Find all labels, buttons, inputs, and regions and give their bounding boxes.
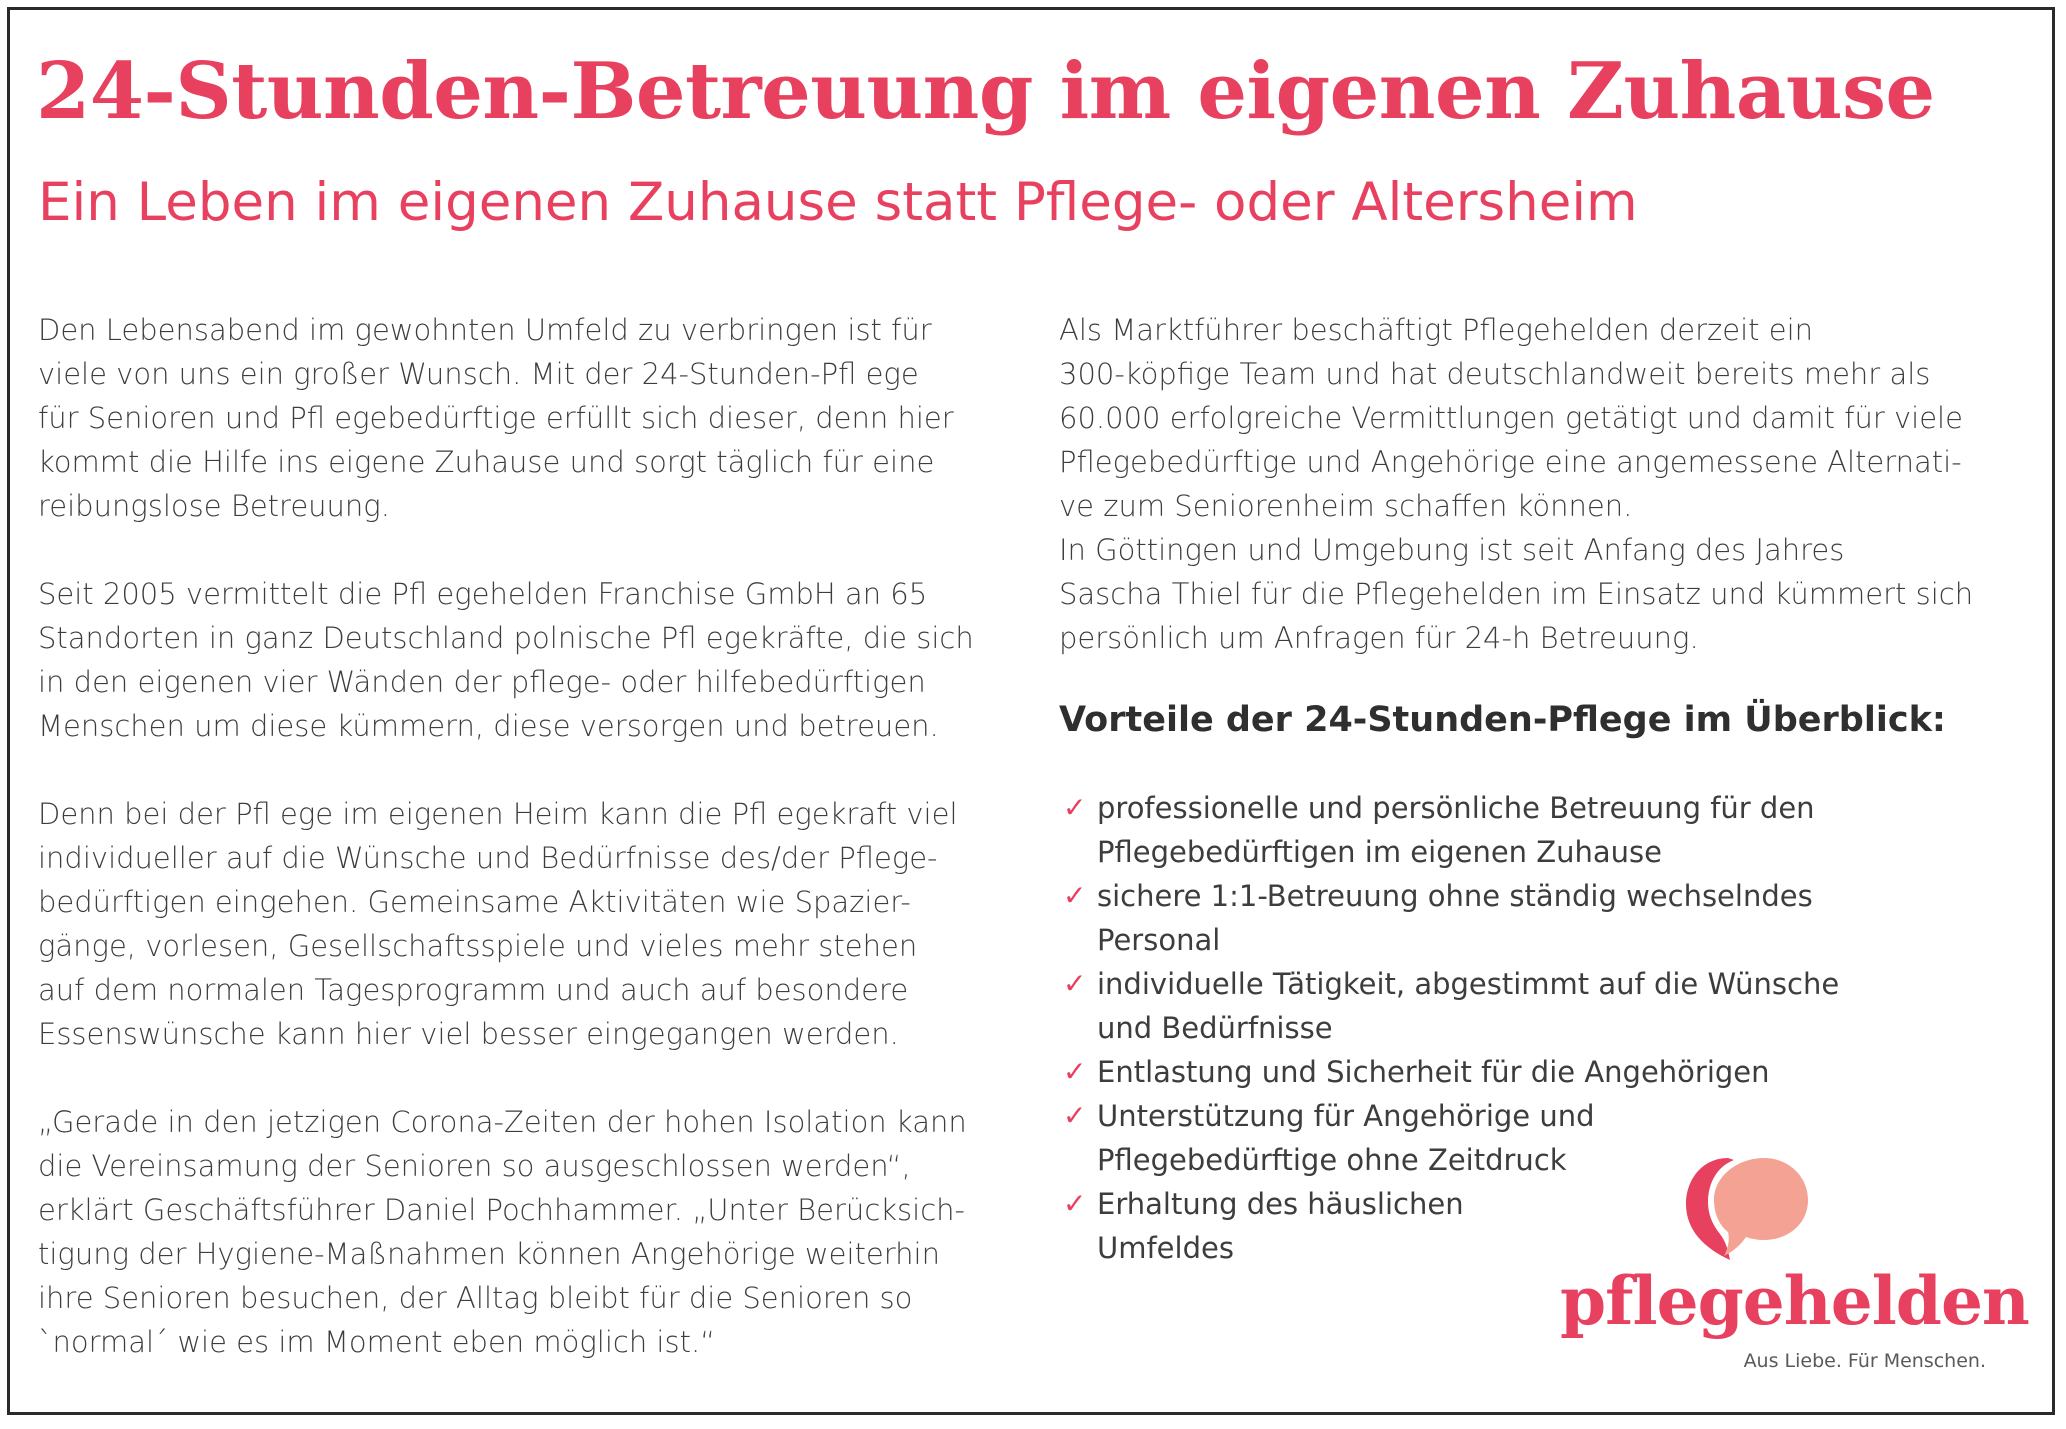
text-line: persönlich um Anfragen für 24-h Betreuung.: [1059, 621, 1699, 655]
checkmark-icon: ✓: [1063, 1187, 1087, 1220]
text-line: ve zum Seniorenheim schaffen können.: [1059, 489, 1633, 523]
benefit-text: Personal: [1097, 923, 1221, 957]
text-line: „Gerade in den jetzigen Corona-Zeiten der hohen Isolation kann: [38, 1105, 967, 1139]
text-line: erklärt Geschäftsführer Daniel Pochhammer. „Unter Berücksich-: [38, 1193, 966, 1227]
benefit-text: Umfeldes: [1097, 1231, 1234, 1265]
text-line: Pflegebedürftige und Angehörige eine angemessene Alternati-: [1059, 445, 1962, 479]
text-line: 300-köpfige Team und hat deutschlandweit bereits mehr als: [1059, 357, 1931, 391]
benefits-title: Vorteile der 24-Stunden-Pflege im Überblick:: [1059, 700, 1946, 740]
paragraph-quote: [38, 1100, 1013, 1364]
speech-bubbles-icon: [1682, 1150, 1822, 1268]
text-line: tigung der Hygiene-Maßnahmen können Angehörige weiterhin: [38, 1237, 940, 1271]
benefit-text: individuelle Tätigkeit, abgestimmt auf die Wünsche: [1097, 967, 1840, 1001]
text-line: bedürftigen eingehen. Gemeinsame Aktivitäten wie Spazier-: [38, 885, 911, 919]
text-line: In Göttingen und Umgebung ist seit Anfang des Jahres: [1059, 533, 1845, 567]
paragraph-care: [38, 792, 1013, 1056]
checkmark-icon: ✓: [1063, 879, 1087, 912]
benefit-text: sichere 1:1-Betreuung ohne ständig wechselndes: [1097, 879, 1813, 913]
checkmark-icon: ✓: [1063, 791, 1087, 824]
text-line: ihre Senioren besuchen, der Alltag bleibt für die Senioren so: [38, 1281, 913, 1315]
text-line: Essenswünsche kann hier viel besser eingegangen werden.: [38, 1017, 899, 1051]
benefit-item: [1063, 962, 1839, 1050]
text-line: auf dem normalen Tagesprogramm und auch auf besondere: [38, 973, 909, 1007]
logo-tagline: Aus Liebe. Für Menschen.: [1743, 1350, 1986, 1372]
text-line: kommt die Hilfe ins eigene Zuhause und sorgt täglich für eine: [38, 445, 935, 479]
benefit-text: Erhaltung des häuslichen: [1097, 1187, 1464, 1221]
checkmark-icon: ✓: [1063, 1099, 1087, 1132]
checkmark-icon: ✓: [1063, 1055, 1087, 1088]
bubble-peach-shape: [1714, 1158, 1808, 1256]
text-line: Als Marktführer beschäftigt Pflegehelden derzeit ein: [1059, 313, 1814, 347]
text-line: viele von uns ein großer Wunsch. Mit der 24-Stunden-Pfl ege: [38, 357, 919, 391]
text-line: Seit 2005 vermittelt die Pfl egehelden Franchise GmbH an 65: [38, 577, 928, 611]
benefit-text: Unterstützung für Angehörige und: [1097, 1099, 1595, 1133]
pflegehelden-logo: [1560, 1150, 2029, 1380]
benefit-text: Entlastung und Sicherheit für die Angehörigen: [1097, 1055, 1770, 1089]
subheadline: Ein Leben im eigenen Zuhause statt Pflege- oder Altersheim: [38, 172, 1638, 233]
headline: 24-Stunden-Betreuung im eigenen Zuhause: [36, 46, 1935, 137]
right-column: [1059, 308, 2034, 704]
benefit-item: [1063, 874, 1839, 962]
text-line: `normal´ wie es im Moment eben möglich ist.“: [38, 1325, 716, 1359]
benefit-text: professionelle und persönliche Betreuung für den: [1097, 791, 1815, 825]
paragraph-company: [38, 572, 1013, 748]
text-line: Sascha Thiel für die Pflegehelden im Einsatz und kümmert sich: [1059, 577, 1974, 611]
paragraph-intro: [38, 308, 1013, 528]
text-line: 60.000 erfolgreiche Vermittlungen getätigt und damit für viele: [1059, 401, 1963, 435]
checkmark-icon: ✓: [1063, 967, 1087, 1000]
logo-wordmark: pflegehelden: [1560, 1262, 2029, 1340]
text-line: Menschen um diese kümmern, diese versorgen und betreuen.: [38, 709, 939, 743]
text-line: für Senioren und Pfl egebedürftige erfüllt sich dieser, denn hier: [38, 401, 954, 435]
text-line: Den Lebensabend im gewohnten Umfeld zu verbringen ist für: [38, 313, 932, 347]
paragraph-market-leader: [1059, 308, 2034, 660]
text-line: reibungslose Betreuung.: [38, 489, 390, 523]
benefit-item: [1063, 786, 1839, 874]
text-line: individueller auf die Wünsche und Bedürfnisse des/der Pflege-: [38, 841, 938, 875]
benefit-text: und Bedürfnisse: [1097, 1011, 1333, 1045]
benefit-text: Pflegebedürftigen im eigenen Zuhause: [1097, 835, 1663, 869]
benefit-text: Pflegebedürftige ohne Zeitdruck: [1097, 1143, 1567, 1177]
text-line: Standorten in ganz Deutschland polnische Pfl egekräfte, die sich: [38, 621, 974, 655]
text-line: in den eigenen vier Wänden der pflege- oder hilfebedürftigen: [38, 665, 926, 699]
left-column: [38, 308, 1013, 1408]
benefit-item: [1063, 1050, 1839, 1094]
text-line: gänge, vorlesen, Gesellschaftsspiele und vieles mehr stehen: [38, 929, 918, 963]
text-line: die Vereinsamung der Senioren so ausgeschlossen werden“,: [38, 1149, 911, 1183]
text-line: Denn bei der Pfl ege im eigenen Heim kann die Pfl egekraft viel: [38, 797, 958, 831]
